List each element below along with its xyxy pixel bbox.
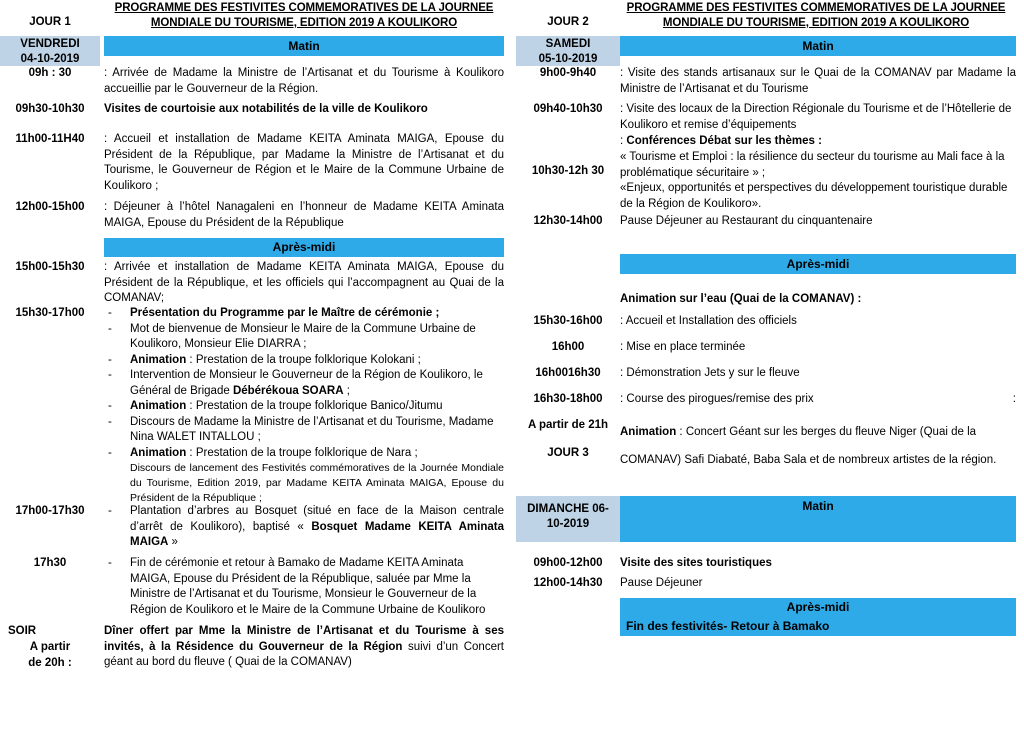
- dash-bullet-icon: -: [108, 400, 112, 412]
- right-header: [512, 0, 1024, 36]
- bullet-bold: Animation: [130, 446, 187, 459]
- item-time: 15h30-16h00: [533, 315, 603, 327]
- dash-bullet-icon: -: [108, 505, 112, 517]
- left-item-3: [0, 200, 512, 238]
- bullet-text: : Prestation de la troupe folklorique de Nara ;: [186, 446, 418, 459]
- document-title: [104, 1, 504, 31]
- item-text: Visites de courtoisie aux notabilités de la ville de Koulikoro: [104, 103, 428, 115]
- item-time: A partir de 21h: [527, 419, 609, 431]
- right-afternoon-item-0: [512, 314, 1024, 340]
- item-time: 09h : 30: [28, 67, 72, 79]
- date-cell-jour-2: [516, 36, 620, 66]
- right-water-heading-row: [512, 278, 1024, 314]
- date-line-2: 05-10-2019: [538, 53, 598, 65]
- dash-bullet-icon: -: [108, 415, 112, 428]
- dash-bullet-icon: -: [108, 369, 112, 381]
- item-text: : Mise en place terminée: [620, 341, 746, 353]
- bullet-bold: Présentation du Programme par le Maître de cérémonie ;: [130, 307, 440, 319]
- water-animation-heading: Animation sur l’eau (Quai de la COMANAV) :: [620, 293, 862, 305]
- list-item: [104, 415, 504, 446]
- bullet-text: Mot de bienvenue de Monsieur le Maire de la Commune Urbaine de Koulikoro, Monsieur Elie DIARRA ;: [130, 322, 476, 350]
- item-time: 16h30-18h00: [533, 393, 603, 405]
- document-title-line-2: MONDIALE DU TOURISME, EDITION 2019 A KOULIKORO: [662, 17, 970, 29]
- item-text-main: : Course des pirogues/remise des prix: [620, 393, 814, 405]
- dash-bullet-icon: -: [108, 307, 112, 319]
- right-afternoon-banner-row: [512, 236, 1024, 278]
- left-item-4: [0, 258, 512, 306]
- list-item: [104, 399, 504, 415]
- bullet-text: : Prestation de la troupe folklorique Banico/Jitumu: [186, 400, 443, 412]
- item-time: 17h30: [33, 557, 67, 569]
- soir-text: [104, 624, 504, 671]
- left-item-1: [0, 102, 512, 132]
- soir-label: SOIR: [8, 625, 37, 637]
- left-item-6: [0, 556, 512, 624]
- evening-bullet-list-2: [104, 556, 504, 618]
- item-time: 16h0016h30: [535, 367, 601, 379]
- item-text: : Arrivée de Madame la Ministre de l’Artisanat et du Tourisme à Koulikoro accueillie par le Gouverneur de la Région.: [104, 67, 504, 95]
- bullet-bold: Animation: [130, 400, 187, 412]
- right-conference-block: [512, 134, 1024, 214]
- item-time: 12h00-15h00: [15, 201, 85, 213]
- banner-apres-midi-label: Après-midi: [786, 600, 850, 614]
- item-text: Pause Déjeuner au Restaurant du cinquantenaire: [620, 215, 873, 227]
- item-text: Visite des sites touristiques: [620, 557, 772, 569]
- list-item: [104, 504, 504, 551]
- item-time: 12h00-14h30: [533, 577, 603, 589]
- date-cell-jour-3: [516, 496, 620, 542]
- right-afternoon-item-2: [512, 366, 1024, 392]
- item-text: : Visite des stands artisanaux sur le Quai de la COMANAV par Madame la Ministre de l’Artisanat et du Tourisme: [620, 67, 1016, 95]
- bullet-text: Plantation d’arbres au Bosquet (situé en face de la Maison centrale d’arrêt de Koulikoro), baptisé «: [130, 505, 504, 533]
- banner-apres-midi-jour-2: Après-midi: [620, 254, 1016, 274]
- closing-text: Fin des festivités- Retour à Bamako: [626, 619, 830, 633]
- day3-afternoon-banner-row: [512, 598, 1024, 638]
- item-text: : Accueil et installation de Madame KEITA Aminata MAIGA, Epouse du Président de la République, par Madame la Ministre de l’Artisanat et du Tourisme, le Gouverneur de Région et le Maire de la Commune Urbaine de Koulikoro ;: [104, 133, 504, 192]
- right-afternoon-item-1: [512, 340, 1024, 366]
- day3-banner-row: [512, 496, 1024, 542]
- document-title-line-1: PROGRAMME DES FESTIVITES COMMEMORATIVES DE LA JOURNEE: [626, 2, 1006, 14]
- dash-bullet-icon: -: [108, 322, 112, 335]
- left-item-5: [0, 504, 512, 556]
- bullet-tail: »: [168, 536, 178, 548]
- document-title-line-2: MONDIALE DU TOURISME, EDITION 2019 A KOULIKORO: [150, 17, 458, 29]
- night-normal: : Concert Géant sur les berges du fleuve Niger (Quai de la COMANAV) Safi Diabaté, Baba Sala et de nombreux artistes de la région.: [620, 426, 997, 466]
- list-item: [104, 353, 504, 369]
- conference-theme-1: « Tourisme et Emploi : la résilience du secteur du tourisme au Mali face à la problématique sécuritaire » ;: [620, 151, 1005, 179]
- list-item: [104, 446, 504, 462]
- conference-heading-text: Conférences Débat sur les thèmes :: [626, 135, 822, 147]
- banner-matin-jour-1: Matin: [104, 36, 504, 56]
- bullet-text: : Prestation de la troupe folklorique Kolokani ;: [186, 353, 421, 366]
- day-label-jour-2: JOUR 2: [547, 16, 589, 28]
- ceremony-bullet-list: [104, 306, 504, 506]
- item-time: 09h30-10h30: [15, 103, 85, 115]
- day-label-jour-3: JOUR 3: [547, 447, 589, 459]
- item-time: 10h30-12h 30: [531, 165, 605, 177]
- banner-matin-jour-2: Matin: [620, 36, 1016, 56]
- item-text: : Visite des locaux de la Direction Régionale du Tourisme et de l’Hôtellerie de Koulikoro et remise d’équipements: [620, 103, 1012, 131]
- dash-bullet-icon: -: [108, 446, 112, 459]
- day-label-jour-1: JOUR 1: [29, 16, 71, 28]
- list-item: [104, 322, 504, 353]
- left-soir-block: [0, 624, 512, 684]
- item-text: : Accueil et Installation des officiels: [620, 315, 797, 327]
- item-text: : Déjeuner à l’hôtel Nanagaleni en l’honneur de Madame KEITA Aminata MAIGA, Epouse du Président de la République: [104, 201, 504, 229]
- date-line-1: DIMANCHE 06-: [527, 503, 609, 515]
- bullet-bold: Bosquet Madame KEITA Aminata MAIGA: [130, 520, 504, 548]
- item-time: 15h30-17h00: [15, 307, 85, 319]
- day3-item-1: [512, 576, 1024, 598]
- bullet-bold-suffix: Débérékoua SOARA: [232, 384, 344, 397]
- dash-bullet-icon: -: [108, 353, 112, 366]
- list-item-closing: [104, 461, 504, 506]
- item-time: 9h00-9h40: [539, 67, 597, 79]
- soir-bold-text: Dîner offert par Mme la Ministre de l’Artisanat et du Tourisme à ses invités, à la Résidence du Gouverneur de la Région: [104, 625, 504, 653]
- item-time: 11h00-11H40: [15, 133, 85, 145]
- item-text: : Arrivée et installation de Madame KEITA Aminata MAIGA, Epouse du Président de la République, et les officiels qui l’accompagnent au Quai de la COMANAV;: [104, 261, 504, 304]
- item-time: 09h00-12h00: [533, 557, 603, 569]
- dash-bullet-icon: -: [108, 557, 112, 569]
- stray-colon: :: [1012, 393, 1016, 405]
- bullet-text: Intervention de Monsieur le Gouverneur de la Région de Koulikoro, le Général de Brigade: [130, 369, 483, 397]
- document-title-line-1: PROGRAMME DES FESTIVITES COMMEMORATIVES DE LA JOURNEE: [114, 2, 494, 14]
- left-ceremony-block: [0, 306, 512, 504]
- date-line-2: 04-10-2019: [20, 53, 80, 65]
- right-lunch-item: [512, 214, 1024, 236]
- item-time: 15h00-15h30: [15, 261, 85, 273]
- right-item-1: [512, 102, 1024, 134]
- right-afternoon-item-3: [512, 392, 1024, 418]
- document-title-right: [616, 1, 1016, 31]
- night-bold: Animation: [620, 426, 677, 438]
- left-header: [0, 0, 512, 36]
- banner-apres-midi-jour-3: [620, 598, 1016, 636]
- item-text: : Démonstration Jets y sur le fleuve: [620, 367, 800, 379]
- right-item-0: [512, 66, 1024, 102]
- banner-matin-jour-3: Matin: [620, 496, 1016, 542]
- left-item-0: [0, 66, 512, 102]
- item-time: 17h00-17h30: [15, 505, 85, 517]
- closing-paragraph: Discours de lancement des Festivités commémoratives de la Journée Mondiale du Tourisme, Edition 2019, par Madame KEITA Aminata MAIGA, Epouse du Président de la République ;: [130, 462, 504, 504]
- list-item: [104, 306, 504, 322]
- bullet-text: Fin de cérémonie et retour à Bamako de Madame KEITA Aminata MAIGA, Epouse du Président de la République, saluée par Mme la Ministre de l’Artisanat et du Tourisme, Monsieur le Gouverneur de la Région de Koulikoro et le Maire de la Commune Urbaine de Koulikoro: [130, 557, 486, 616]
- left-item-2: [0, 132, 512, 200]
- list-item: [104, 368, 504, 399]
- right-morning-banner-row: [512, 36, 1024, 66]
- column-jour-2: [512, 0, 1024, 740]
- day3-item-0: [512, 542, 1024, 576]
- bullet-text: Discours de Madame la Ministre de l’Artisanat et du Tourisme, Madame Nina WALET INTALLOU ;: [130, 415, 494, 443]
- conference-theme-2: «Enjeux, opportunités et perspectives du développement touristique durable de la Région de Koulikoro».: [620, 182, 1008, 210]
- night-text: [620, 418, 1016, 474]
- bullet-tail: ;: [343, 384, 350, 397]
- evening-bullet-list-1: [104, 504, 504, 551]
- item-time: 12h30-14h00: [533, 215, 603, 227]
- item-time: 09h40-10h30: [533, 103, 603, 115]
- left-afternoon-banner-row: [0, 238, 512, 258]
- banner-apres-midi-jour-1: Après-midi: [104, 238, 504, 257]
- date-line-1: VENDREDI: [20, 38, 80, 50]
- item-text: Pause Déjeuner: [620, 577, 703, 589]
- soir-sub-label-2: de 20h :: [28, 657, 72, 669]
- date-line-2: 10-2019: [546, 518, 590, 530]
- conference-heading-prefix: :: [620, 135, 627, 147]
- soir-normal-text: suivi d’un Concert géant au bord du fleuve ( Quai de la COMANAV): [104, 640, 504, 668]
- bullet-bold: Animation: [130, 353, 187, 366]
- date-cell-jour-1: [0, 36, 100, 66]
- list-item: [104, 556, 504, 618]
- right-night-block: [512, 418, 1024, 472]
- left-morning-banner-row: [0, 36, 512, 66]
- conference-heading: [620, 134, 1016, 150]
- date-line-1: SAMEDI: [545, 38, 591, 50]
- item-text: [620, 392, 1016, 408]
- soir-sub-label-1: A partir: [29, 641, 71, 653]
- item-time: 16h00: [551, 341, 585, 353]
